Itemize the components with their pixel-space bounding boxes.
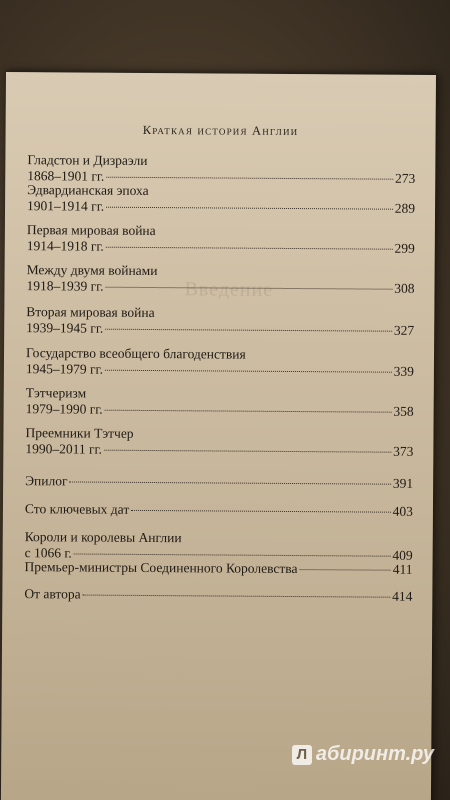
toc-entry-subtitle: 1868–1901 гг. bbox=[27, 168, 105, 184]
toc-entry bbox=[24, 586, 412, 605]
toc-entry-title: Первая мировая война bbox=[26, 222, 156, 239]
toc-entry-subtitle: с 1066 г. bbox=[24, 545, 72, 561]
page-number: 411 bbox=[392, 561, 413, 577]
dot-leader bbox=[106, 207, 393, 210]
dot-leader bbox=[106, 177, 393, 180]
page-number: 327 bbox=[393, 322, 415, 338]
toc-entry-subtitle: 1939–1945 гг. bbox=[26, 320, 104, 336]
toc-entry bbox=[27, 222, 415, 257]
page-number: 391 bbox=[392, 475, 414, 491]
toc-entry-title: Между двумя войнами bbox=[26, 262, 158, 279]
page-number: 403 bbox=[392, 503, 413, 519]
toc-entry bbox=[27, 182, 415, 217]
toc-entry bbox=[25, 473, 413, 492]
toc-entry-title: Короли и королевы Англии bbox=[24, 529, 182, 546]
toc-entry bbox=[25, 425, 413, 460]
dot-leader bbox=[70, 481, 391, 484]
dot-leader bbox=[300, 569, 391, 571]
toc-entry bbox=[25, 501, 413, 520]
toc-entry bbox=[26, 304, 414, 339]
toc-entry bbox=[26, 262, 414, 297]
page-number: 339 bbox=[393, 363, 414, 379]
labirint-logo-icon: Л bbox=[292, 745, 312, 765]
toc-entry-title: Эпилог bbox=[25, 473, 68, 489]
page-number: 373 bbox=[393, 443, 414, 459]
page-number: 409 bbox=[392, 547, 413, 563]
toc-entry-title: Премьер-министры Соединенного Королевства bbox=[24, 559, 298, 577]
toc-entry-subtitle: 1918–1939 гг. bbox=[26, 278, 104, 294]
dot-leader bbox=[106, 247, 393, 250]
page-number: 289 bbox=[394, 200, 416, 216]
toc-entry-title: Сто ключевых дат bbox=[24, 501, 130, 517]
dot-leader bbox=[105, 410, 392, 413]
toc-entry-title: Вторая мировая война bbox=[26, 304, 155, 321]
page-number: 273 bbox=[394, 170, 416, 186]
toc-entry-title: Государство всеобщего благоденствия bbox=[25, 345, 246, 362]
dot-leader bbox=[83, 595, 390, 598]
toc-entry bbox=[26, 345, 414, 380]
dot-leader bbox=[74, 553, 391, 556]
toc-entry-title: От автора bbox=[24, 586, 81, 602]
dot-leader bbox=[104, 450, 391, 453]
toc-entry-subtitle: 1901–1914 гг. bbox=[27, 198, 105, 214]
page-number: 308 bbox=[394, 280, 415, 296]
dot-leader bbox=[106, 287, 393, 290]
dot-leader bbox=[105, 329, 392, 332]
page-number: 414 bbox=[392, 588, 413, 604]
page-number: 358 bbox=[393, 403, 414, 419]
toc-entry-subtitle: 1945–1979 гг. bbox=[25, 361, 104, 377]
toc-entry-subtitle: 1990–2011 гг. bbox=[25, 441, 102, 457]
bleed-through-heading: Введение bbox=[184, 278, 274, 301]
book-page bbox=[1, 72, 436, 800]
dot-leader bbox=[105, 370, 392, 373]
toc-entry-subtitle: 1914–1918 гг. bbox=[26, 238, 104, 254]
toc-entry-title: Гладстон и Дизраэли bbox=[27, 152, 148, 168]
dot-leader bbox=[131, 510, 390, 513]
running-head: Краткая история Англии bbox=[142, 122, 299, 139]
toc-entry bbox=[26, 385, 414, 420]
labirint-watermark bbox=[292, 743, 434, 766]
toc-entry bbox=[24, 559, 412, 578]
toc-entry-title: Преемники Тэтчер bbox=[25, 425, 134, 441]
toc-entry-subtitle: 1979–1990 гг. bbox=[25, 401, 103, 417]
toc-entry-title: Тэтчеризм bbox=[25, 385, 87, 401]
toc-entry-title: Эдвардианская эпоха bbox=[27, 182, 149, 198]
page-number: 299 bbox=[394, 240, 415, 256]
watermark-text: абиринт.ру bbox=[315, 743, 434, 765]
